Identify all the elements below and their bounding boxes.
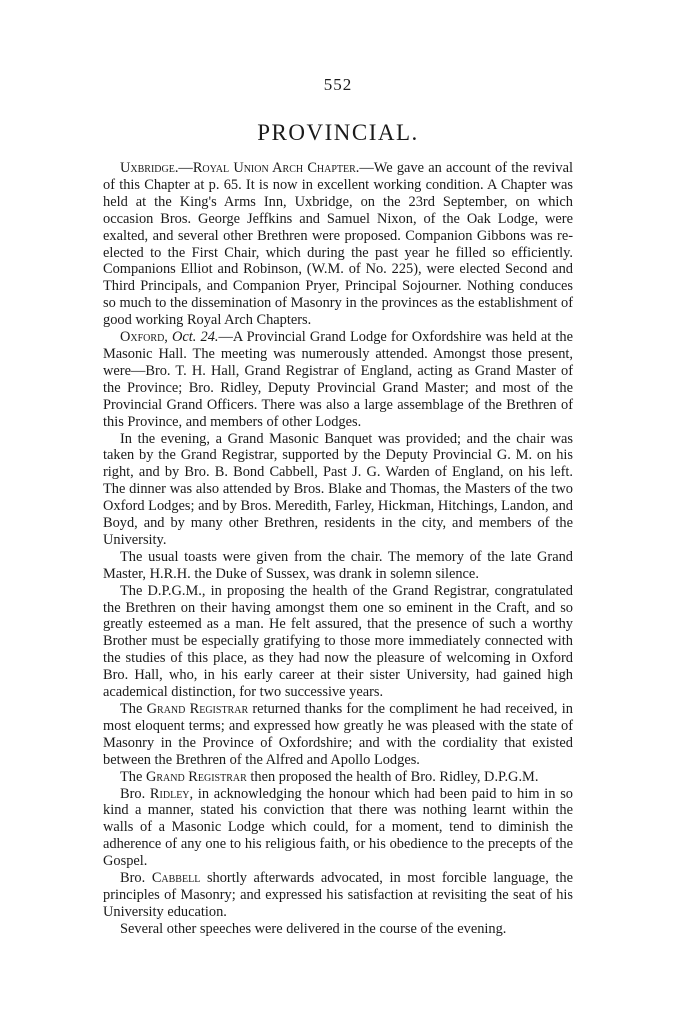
paragraph-registrar-thanks	[103, 701, 573, 769]
paragraph-closing	[103, 921, 573, 938]
paragraph-cabbell	[103, 870, 573, 921]
paragraph-text: Several other speeches were delivered in the course of the evening.	[120, 920, 507, 937]
paragraph-text: —A Provincial Grand Lodge for Oxfordshire was held at the Masonic Hall. The meeting was numerously attended. Amongst those present, were—Bro. T. H. Hall, Grand Registrar of England, acting as Grand Master of the Province; Bro. Ridley, Deputy Provincial Grand Master; and most of the Provincial Grand Officers. There was also a large assemblage of the Brethren of this Province, and members of other Lodges.	[103, 329, 573, 430]
paragraph-lead: The	[120, 701, 143, 717]
paragraph-date: Oct. 24.	[167, 329, 219, 346]
article-body	[103, 160, 573, 938]
paragraph-text: then proposed the health of Bro. Ridley, D.P.G.M.	[246, 768, 539, 785]
paragraph-dpgm-speech	[103, 583, 573, 701]
paragraph-uxbridge	[103, 160, 573, 329]
paragraph-registrar-toast	[103, 769, 573, 786]
paragraph-lead: Bro.	[120, 785, 146, 802]
paragraph-text: The usual toasts were given from the chair. The memory of the late Grand Master, H.R.H. the Duke of Sussex, was drank in solemn silence.	[103, 548, 573, 582]
paragraph-lead-name: Ridley,	[145, 785, 194, 802]
section-title: PROVINCIAL.	[257, 120, 419, 145]
paragraph-lead: Bro.	[120, 870, 146, 887]
page-number: 552	[323, 75, 353, 94]
paragraph-oxford	[103, 329, 573, 430]
paragraph-lead-name: Grand Registrar	[142, 768, 247, 785]
paragraph-ridley	[103, 786, 573, 871]
paragraph-toasts	[103, 549, 573, 583]
paragraph-lead-name: Cabbell	[145, 870, 201, 887]
paragraph-text: —We gave an account of the revival of this Chapter at p. 65. It is now in excellent working condition. A Chapter was held at the King's Arms Inn, Uxbridge, on the 23rd September, on which occasion Bros. George Jeffkins and Samuel Nixon, of the Oak Lodge, were exalted, and several other Brethren were proposed. Companion Gibbons was re-elected to the First Chair, which during the past year he filled so efficiently. Companions Elliot and Robinson, (W.M. of No. 225), were elected Second and Third Principals, and Companion Pryer, Principal Sojourner. Nothing conduces so much to the dissemination of Masonry in the provinces as the establishment of good working Royal Arch Chapters.	[103, 160, 573, 329]
paragraph-text: In the evening, a Grand Masonic Banquet was provided; and the chair was taken by the Grand Registrar, supported by the Deputy Provincial G. M. on his right, and by Bro. B. Bond Cabbell, Past J. G. Warden of England, on his left. The dinner was also attended by Bros. Blake and Thomas, the Masters of the two Oxford Lodges; and by Bros. Meredith, Farley, Hickman, Hitchings, Landon, and Boyd, and by many other Brethren, residents in the city, and members of the University.	[103, 430, 573, 548]
paragraph-text: in acknowledging the honour which had been paid to him in so kind a manner, stated his conviction that there was nothing learnt within the walls of a Masonic Lodge which could, for a moment, tend to diminish the adherence of any one to his religious faith, or his obedience to the precepts of the Gospel.	[103, 785, 573, 870]
paragraph-text: shortly afterwards advocated, in most forcible language, the principles of Masonry; and expressed his satisfaction at revisiting the seat of his University education.	[103, 870, 574, 920]
paragraph-lead: The	[120, 768, 143, 785]
paragraph-lead: Uxbridge.—Royal Union Arch Chapter.	[120, 160, 360, 176]
paragraph-banquet	[103, 431, 573, 549]
paragraph-text: The D.P.G.M., in proposing the health of the Grand Registrar, congratulated the Brethren on their having amongst them one so eminent in the Craft, and so greatly esteemed as a man. He felt assured, that the presence of such a worthy Brother must be especially gratifying to those more immediately connected with the studies of this place, as they had now the pleasure of welcoming in Oxford Bro. Hall, who, in his early career at their sister University, had gained high academical distinction, for two successive years.	[103, 582, 573, 701]
paragraph-text: returned thanks for the compliment he had received, in most eloquent terms; and expressed how greatly he was pleased with the state of Masonry in the Province of Oxfordshire; and with the cordiality that existed between the Brethren of the Alfred and Apollo Lodges.	[103, 701, 573, 768]
paragraph-lead: Oxford,	[120, 329, 168, 346]
paragraph-lead-name: Grand Registrar	[142, 701, 249, 717]
